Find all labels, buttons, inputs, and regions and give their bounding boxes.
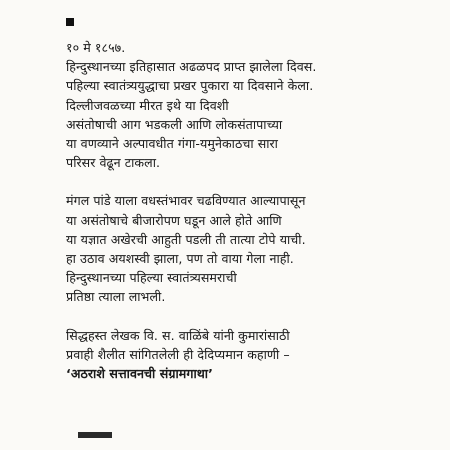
paragraph-gap [66, 172, 438, 191]
text-line: हा उठाव अयशस्वी झाला, पण तो वाया गेला नाही. [66, 251, 294, 267]
paragraph-gap [66, 307, 438, 326]
square-bullet-icon [66, 18, 74, 26]
text-line: पहिल्या स्वातंत्र्ययुद्धाचा प्रखर पुकारा या दिवसाने केला. [66, 78, 314, 94]
text-line: या वणव्याने अल्पावधीत गंगा-यमुनेकाठचा सारा [66, 136, 278, 152]
text-line: असंतोषाची आग भडकली आणि लोकसंतापाच्या [66, 116, 283, 132]
text-line: दिल्लीजवळच्या मीरत इथे या दिवशी [66, 97, 229, 113]
text-line: या यज्ञात अखेरची आहुती पडली ती तात्या टोपे याची. [66, 231, 306, 247]
text-line: मंगल पांडे याला वधस्तंभावर चढविण्यात आल्यापासून [66, 193, 306, 209]
blurb-text [66, 38, 438, 383]
text-line: हिन्दुस्थानच्या इतिहासात अढळपद प्राप्त झालेला दिवस. [66, 59, 317, 75]
book-title-quote: ‘अठराशे सत्तावनची संग्रामगाथा’ [66, 366, 213, 382]
text-line: प्रतिष्ठा त्याला लाभली. [66, 289, 166, 305]
text-line: प्रवाही शैलीत सांगितलेली ही देदिप्यमान कहाणी – [66, 346, 290, 362]
text-line: या असंतोषाचे बीजारोपण घडून आले होते आणि [66, 212, 282, 228]
date-line: १० मे १८५७. [66, 40, 126, 55]
text-line: हिन्दुस्थानच्या पहिल्या स्वातंत्र्यसमराची [66, 270, 237, 286]
text-line: सिद्धहस्त लेखक वि. स. वाळिंबे यांनी कुमारांसाठी [66, 327, 290, 343]
barcode-mark [78, 432, 112, 438]
text-line: परिसर वेढून टाकला. [66, 155, 161, 171]
